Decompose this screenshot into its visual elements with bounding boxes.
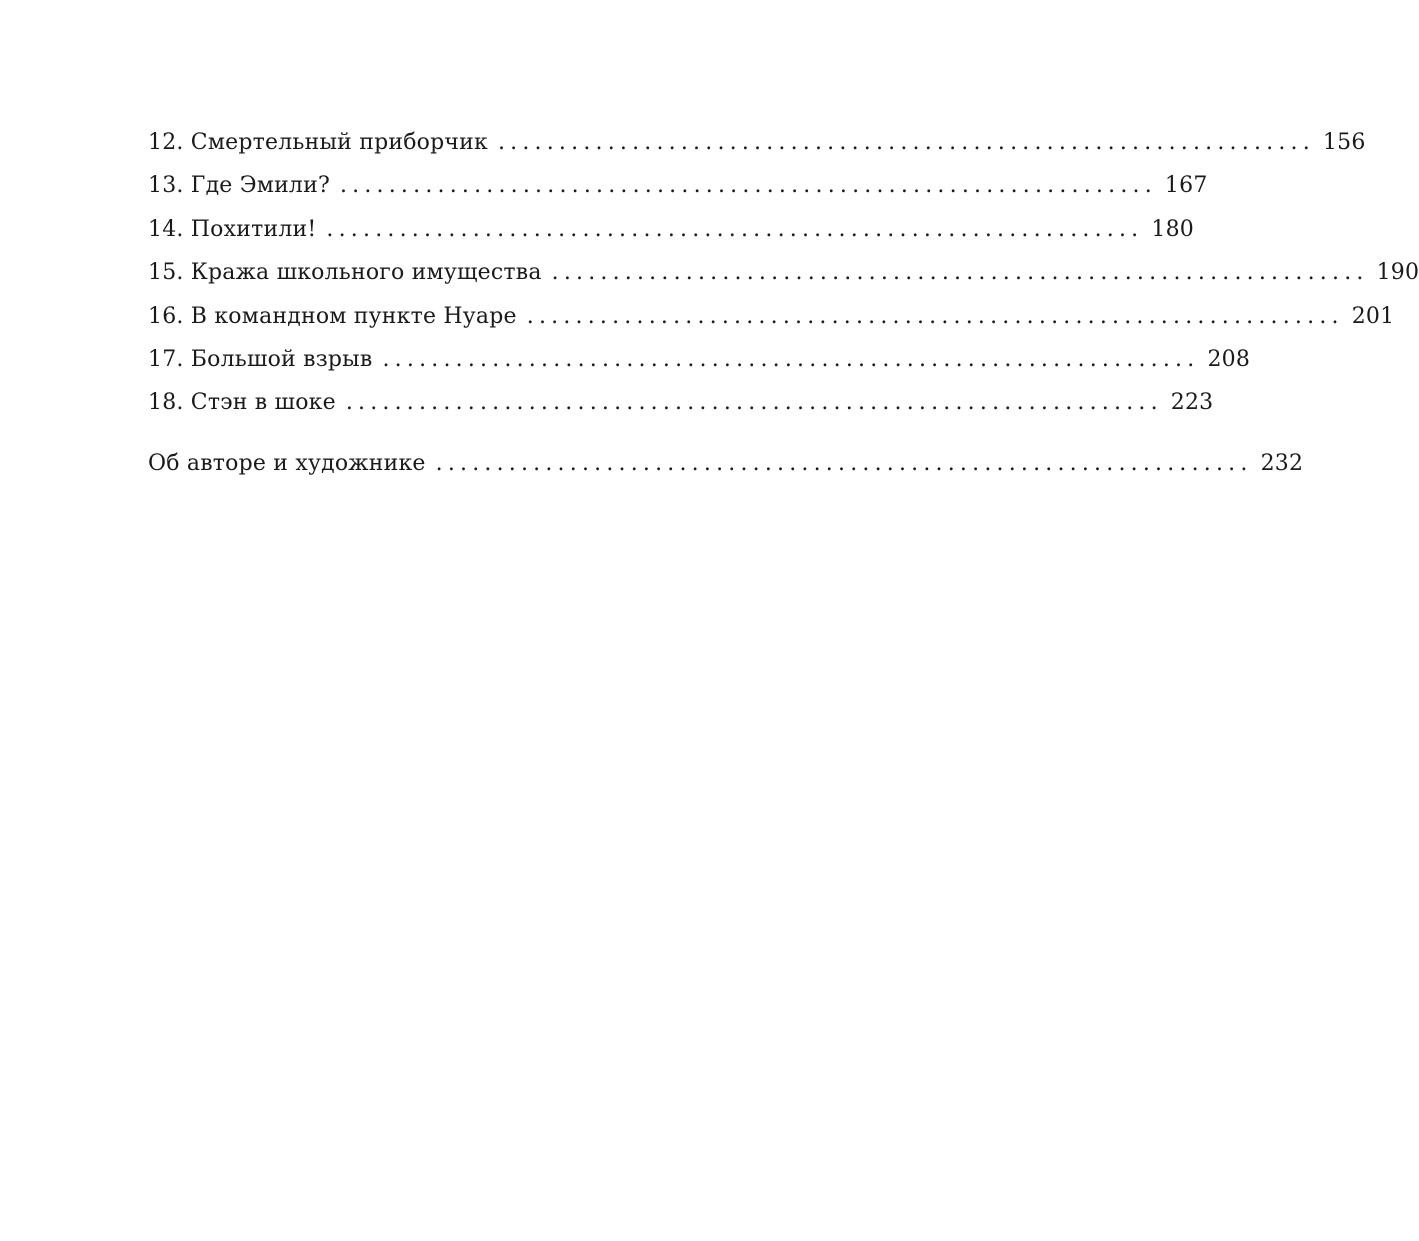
toc-entry-title: Об авторе и художнике [148, 450, 426, 476]
toc-entry-title [148, 130, 498, 155]
toc-page-number: 232 [1260, 450, 1304, 476]
toc-entry-17 [148, 346, 1251, 390]
toc-dot-leader: ................................................................... [382, 346, 1200, 372]
toc-entry-title [148, 217, 326, 242]
toc-chapter-number: 13. [148, 173, 184, 199]
toc-dot-leader: ................................................................... [326, 216, 1144, 242]
toc-entry-title [148, 304, 527, 329]
toc-entry-16 [148, 303, 1395, 347]
toc-dot-leader: ................................................................... [551, 260, 1369, 286]
toc-page-number: 208 [1207, 346, 1251, 372]
toc-entry-14 [148, 216, 1194, 260]
toc-entry-title [148, 260, 552, 285]
toc-page-number: 167 [1164, 173, 1208, 199]
toc-page-number: 190 [1376, 260, 1419, 286]
toc-chapter-title: Стэн в шоке [190, 390, 336, 416]
toc-chapter-number: 17. [148, 346, 184, 372]
toc-entry-title [148, 347, 382, 372]
toc-chapter-number: 16. [148, 303, 184, 329]
toc-entry-about-author [148, 450, 1304, 494]
toc-chapter-title: Кража школьного имущества [190, 260, 542, 286]
toc-entry-15 [148, 260, 1419, 303]
toc-chapter-title: Смертельный приборчик [190, 130, 488, 155]
toc-dot-leader: ................................................................... [339, 173, 1157, 199]
toc-entry-12 [148, 130, 1366, 173]
toc-dot-leader: ................................................................... [345, 390, 1163, 416]
toc-chapter-title: Похитили! [190, 216, 317, 242]
toc-entry-title [148, 173, 340, 198]
toc-page-number: 156 [1322, 130, 1366, 155]
toc-chapter-number: 18. [148, 390, 184, 416]
toc-entry-title [148, 390, 346, 415]
table-of-contents [148, 130, 1419, 494]
toc-dot-leader: ................................................................... [497, 130, 1315, 155]
toc-chapter-number: 12. [148, 130, 184, 155]
toc-chapter-number: 14. [148, 216, 184, 242]
toc-dot-leader: ................................................................... [435, 450, 1253, 476]
toc-entry-18 [148, 390, 1214, 433]
toc-page-number: 201 [1351, 303, 1395, 329]
toc-chapter-title: Большой взрыв [190, 346, 373, 372]
toc-page-number: 223 [1170, 390, 1214, 416]
toc-page-number: 180 [1151, 216, 1194, 242]
toc-chapter-title: Где Эмили? [190, 173, 330, 199]
toc-dot-leader: ................................................................... [526, 303, 1344, 329]
toc-entry-13 [148, 173, 1208, 216]
toc-chapter-title: В командном пункте Нуаре [190, 303, 517, 329]
toc-chapter-number: 15. [148, 260, 184, 286]
